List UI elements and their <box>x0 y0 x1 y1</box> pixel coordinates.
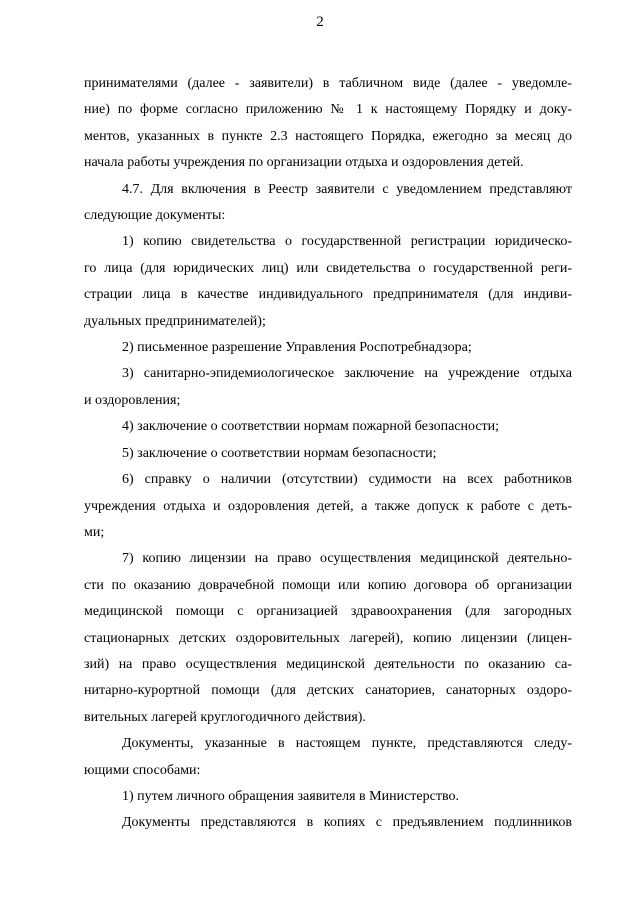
paragraph <box>84 467 572 546</box>
text-line: 6) справку о наличии (отсутствии) судимости на всех работников <box>122 472 572 488</box>
text-line: и оздоровления; <box>84 392 181 408</box>
text-line: ментов, указанных в пункте 2.3 настоящего Порядка, ежегодно за месяц до <box>84 128 572 144</box>
text-line: 1) путем личного обращения заявителя в Министерство. <box>122 788 459 804</box>
text-line: стационарных детских оздоровительных лагерей), копию лицензии (лицен- <box>84 630 572 646</box>
text-line: ние) по форме согласно приложению № 1 к настоящему Порядку и доку- <box>84 102 572 118</box>
text-line: дуальных предпринимателей); <box>84 313 266 329</box>
page-number: 2 <box>316 14 324 30</box>
text-line: принимателями (далее - заявители) в табличном виде (далее - уведомле- <box>84 76 572 91</box>
text-line: учреждения отдыха и оздоровления детей, а также допуск к работе с деть- <box>84 498 572 514</box>
text-line: медицинской помощи с организацией здравоохранения (для загородных <box>84 604 572 620</box>
text-line: Документы, указанные в настоящем пункте, представляются следу- <box>122 736 572 752</box>
paragraph <box>84 177 572 230</box>
paragraph <box>84 546 572 731</box>
paragraph <box>84 414 572 440</box>
paragraph <box>84 441 572 467</box>
text-line: начала работы учреждения по организации отдыха и оздоровления детей. <box>84 155 524 171</box>
paragraph <box>84 810 572 836</box>
text-line: сти по оказанию доврачебной помощи или копию договора об организации <box>84 577 572 593</box>
paragraph <box>84 784 572 810</box>
text-line: ми; <box>84 524 105 540</box>
paragraph <box>84 361 572 414</box>
text-line: нитарно-курортной помощи (для детских санаториев, санаторных оздоро- <box>84 683 572 699</box>
text-line: Документы представляются в копиях с предъявлением подлинников <box>122 815 572 831</box>
text-line: 7) копию лицензии на право осуществления медицинской деятельно- <box>122 551 572 567</box>
paragraph <box>84 335 572 361</box>
text-line: 5) заключение о соответствии нормам безопасности; <box>122 445 437 461</box>
text-line: страции лица в качестве индивидуального предпринимателя (для индиви- <box>84 287 572 303</box>
paragraph <box>84 229 572 335</box>
document-body <box>84 71 572 837</box>
text-line: 4) заключение о соответствии нормам пожарной безопасности; <box>122 419 500 435</box>
text-line: 3) санитарно-эпидемиологическое заключение на учреждение отдыха <box>122 366 572 382</box>
text-line: ющими способами: <box>84 762 201 778</box>
paragraph <box>84 731 572 784</box>
text-line: 1) копию свидетельства о государственной регистрации юридическо- <box>122 234 572 250</box>
text-line: 2) письменное разрешение Управления Роспотребнадзора; <box>122 340 472 356</box>
paragraph <box>84 71 572 177</box>
text-line: 4.7. Для включения в Реестр заявители с уведомлением представляют <box>122 181 572 197</box>
text-line: го лица (для юридических лиц) или свидетельства о государственной реги- <box>84 260 572 276</box>
text-line: следующие документы: <box>84 208 226 224</box>
text-line: зий) на право осуществления медицинской деятельности по оказанию са- <box>84 656 572 672</box>
text-line: вительных лагерей круглогодичного действия). <box>84 709 366 725</box>
